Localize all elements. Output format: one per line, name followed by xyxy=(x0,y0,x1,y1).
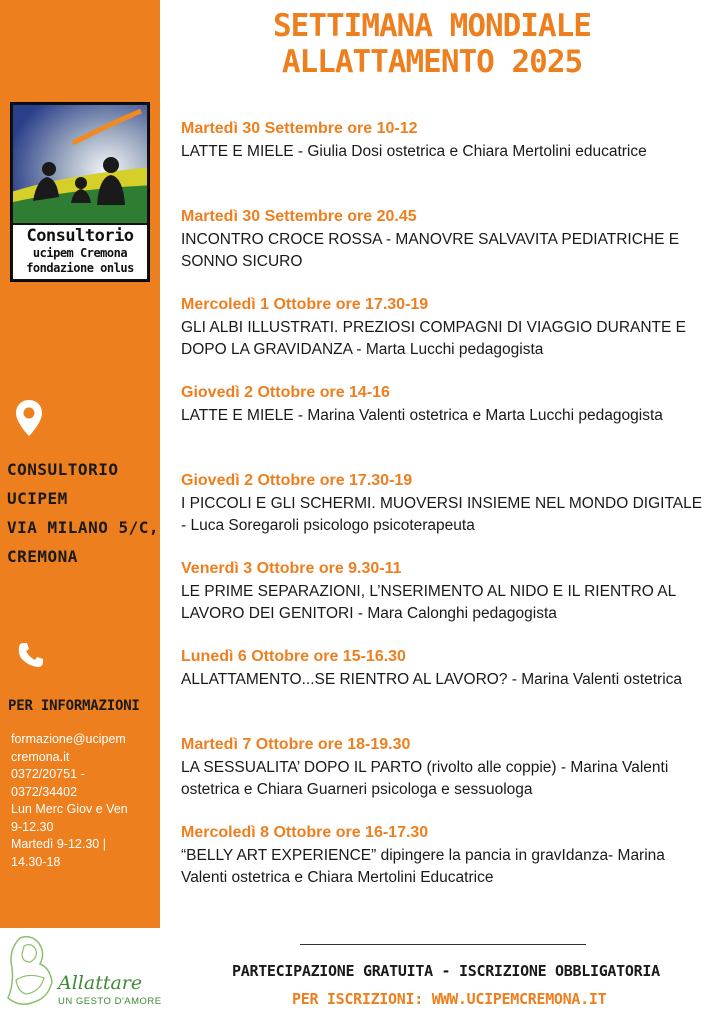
allattare-tagline: UN GESTO D'AMORE xyxy=(58,996,162,1007)
event-item xyxy=(181,294,711,382)
logo-line-2: ucipem Cremona xyxy=(32,246,128,260)
address-line: VIA MILANO 5/C, xyxy=(7,518,159,537)
event-date: Martedì 30 Settembre ore 20.45 xyxy=(181,208,417,225)
contact-email[interactable]: cremona.it xyxy=(11,749,70,764)
event-date: Giovedì 2 Ottobre ore 17.30-19 xyxy=(181,472,413,489)
event-date: Mercoledì 8 Ottobre ore 16-17.30 xyxy=(181,824,429,841)
allattare-wordmark: Allattare xyxy=(58,972,143,994)
event-description: GLI ALBI ILLUSTRATI. PREZIOSI COMPAGNI DI VIAGGIO DURANTE E DOPO LA GRAVIDANZA - Marta Lucchi pedagogista xyxy=(181,319,686,358)
contact-hours: 9-12.30 xyxy=(11,819,54,834)
event-description: LA SESSUALITA’ DOPO IL PARTO (rivolto alle coppie) - Marina Valenti ostetrica e Chiara Guarneri psicologa e sessuologa xyxy=(181,759,669,798)
title-line-1: SETTIMANA MONDIALE xyxy=(273,8,591,44)
info-title: PER INFORMAZIONI xyxy=(8,698,140,714)
event-date: Lunedì 6 Ottobre ore 15-16.30 xyxy=(181,648,406,665)
address-line: CREMONA xyxy=(7,547,78,566)
event-item xyxy=(181,558,711,646)
location-pin-icon xyxy=(14,398,44,438)
contact-hours: Martedì 9-12.30 | xyxy=(11,837,106,851)
event-item xyxy=(181,206,711,294)
address-block xyxy=(7,455,159,571)
event-list xyxy=(181,118,711,910)
event-description: INCONTRO CROCE ROSSA - MANOVRE SALVAVITA PEDIATRICHE E SONNO SICURO xyxy=(181,231,680,270)
event-item xyxy=(181,646,711,734)
event-description: LATTE E MIELE - Marina Valenti ostetrica e Marta Lucchi pedagogista xyxy=(181,407,663,424)
footer-divider xyxy=(300,944,586,945)
title-line-2: ALLATTAMENTO 2025 xyxy=(281,44,583,80)
logo-line-3: fondazione onlus xyxy=(26,261,134,275)
consultorio-logo xyxy=(10,102,150,282)
event-item xyxy=(181,382,711,470)
address-line: UCIPEM xyxy=(7,489,68,508)
logo-text xyxy=(13,225,147,279)
event-description: “BELLY ART EXPERIENCE” dipingere la pancia in gravIdanza- Marina Valenti ostetrica e Chiara Mertolini Educatrice xyxy=(181,847,665,886)
event-item xyxy=(181,118,711,206)
registration-link[interactable]: PER ISCRIZIONI: WWW.UCIPEMCREMONA.IT xyxy=(292,990,607,1008)
event-description: ALLATTAMENTO...SE RIENTRO AL LAVORO? - Marina Valenti ostetrica xyxy=(181,671,683,688)
event-description: I PICCOLI E GLI SCHERMI. MUOVERSI INSIEME NEL MONDO DIGITALE - Luca Soregaroli psicologo psicoterapeuta xyxy=(181,495,703,534)
contact-hours: Lun Merc Giov e Ven xyxy=(11,802,128,816)
phone-icon xyxy=(16,640,46,670)
logo-line-1: Consultorio xyxy=(26,226,134,246)
contact-phone[interactable]: 0372/20751 - xyxy=(11,767,85,781)
contact-phone[interactable]: 0372/34402 xyxy=(11,784,78,799)
contact-hours: 14.30-18 xyxy=(11,854,61,869)
contact-email[interactable]: formazione@ucipem xyxy=(11,732,126,746)
event-description: LE PRIME SEPARAZIONI, L’NSERIMENTO AL NIDO E IL RIENTRO AL LAVORO DEI GENITORI - Mara Calonghi pedagogista xyxy=(181,583,676,622)
event-date: Martedì 7 Ottobre ore 18-19.30 xyxy=(181,736,411,753)
event-date: Martedì 30 Settembre ore 10-12 xyxy=(181,120,418,137)
event-item xyxy=(181,734,711,822)
contacts-block xyxy=(11,731,156,871)
event-date: Venerdì 3 Ottobre ore 9.30-11 xyxy=(181,560,402,577)
page-title xyxy=(182,8,682,80)
participation-note: PARTECIPAZIONE GRATUITA - ISCRIZIONE OBBLIGATORIA xyxy=(232,962,660,980)
address-line: CONSULTORIO xyxy=(7,460,119,479)
sidebar xyxy=(0,0,160,1024)
logo-illustration xyxy=(13,105,147,223)
event-item xyxy=(181,822,711,910)
event-description: LATTE E MIELE - Giulia Dosi ostetrica e Chiara Mertolini educatrice xyxy=(181,143,647,160)
event-date: Giovedì 2 Ottobre ore 14-16 xyxy=(181,384,390,401)
event-item xyxy=(181,470,711,558)
event-date: Mercoledì 1 Ottobre ore 17.30-19 xyxy=(181,296,429,313)
